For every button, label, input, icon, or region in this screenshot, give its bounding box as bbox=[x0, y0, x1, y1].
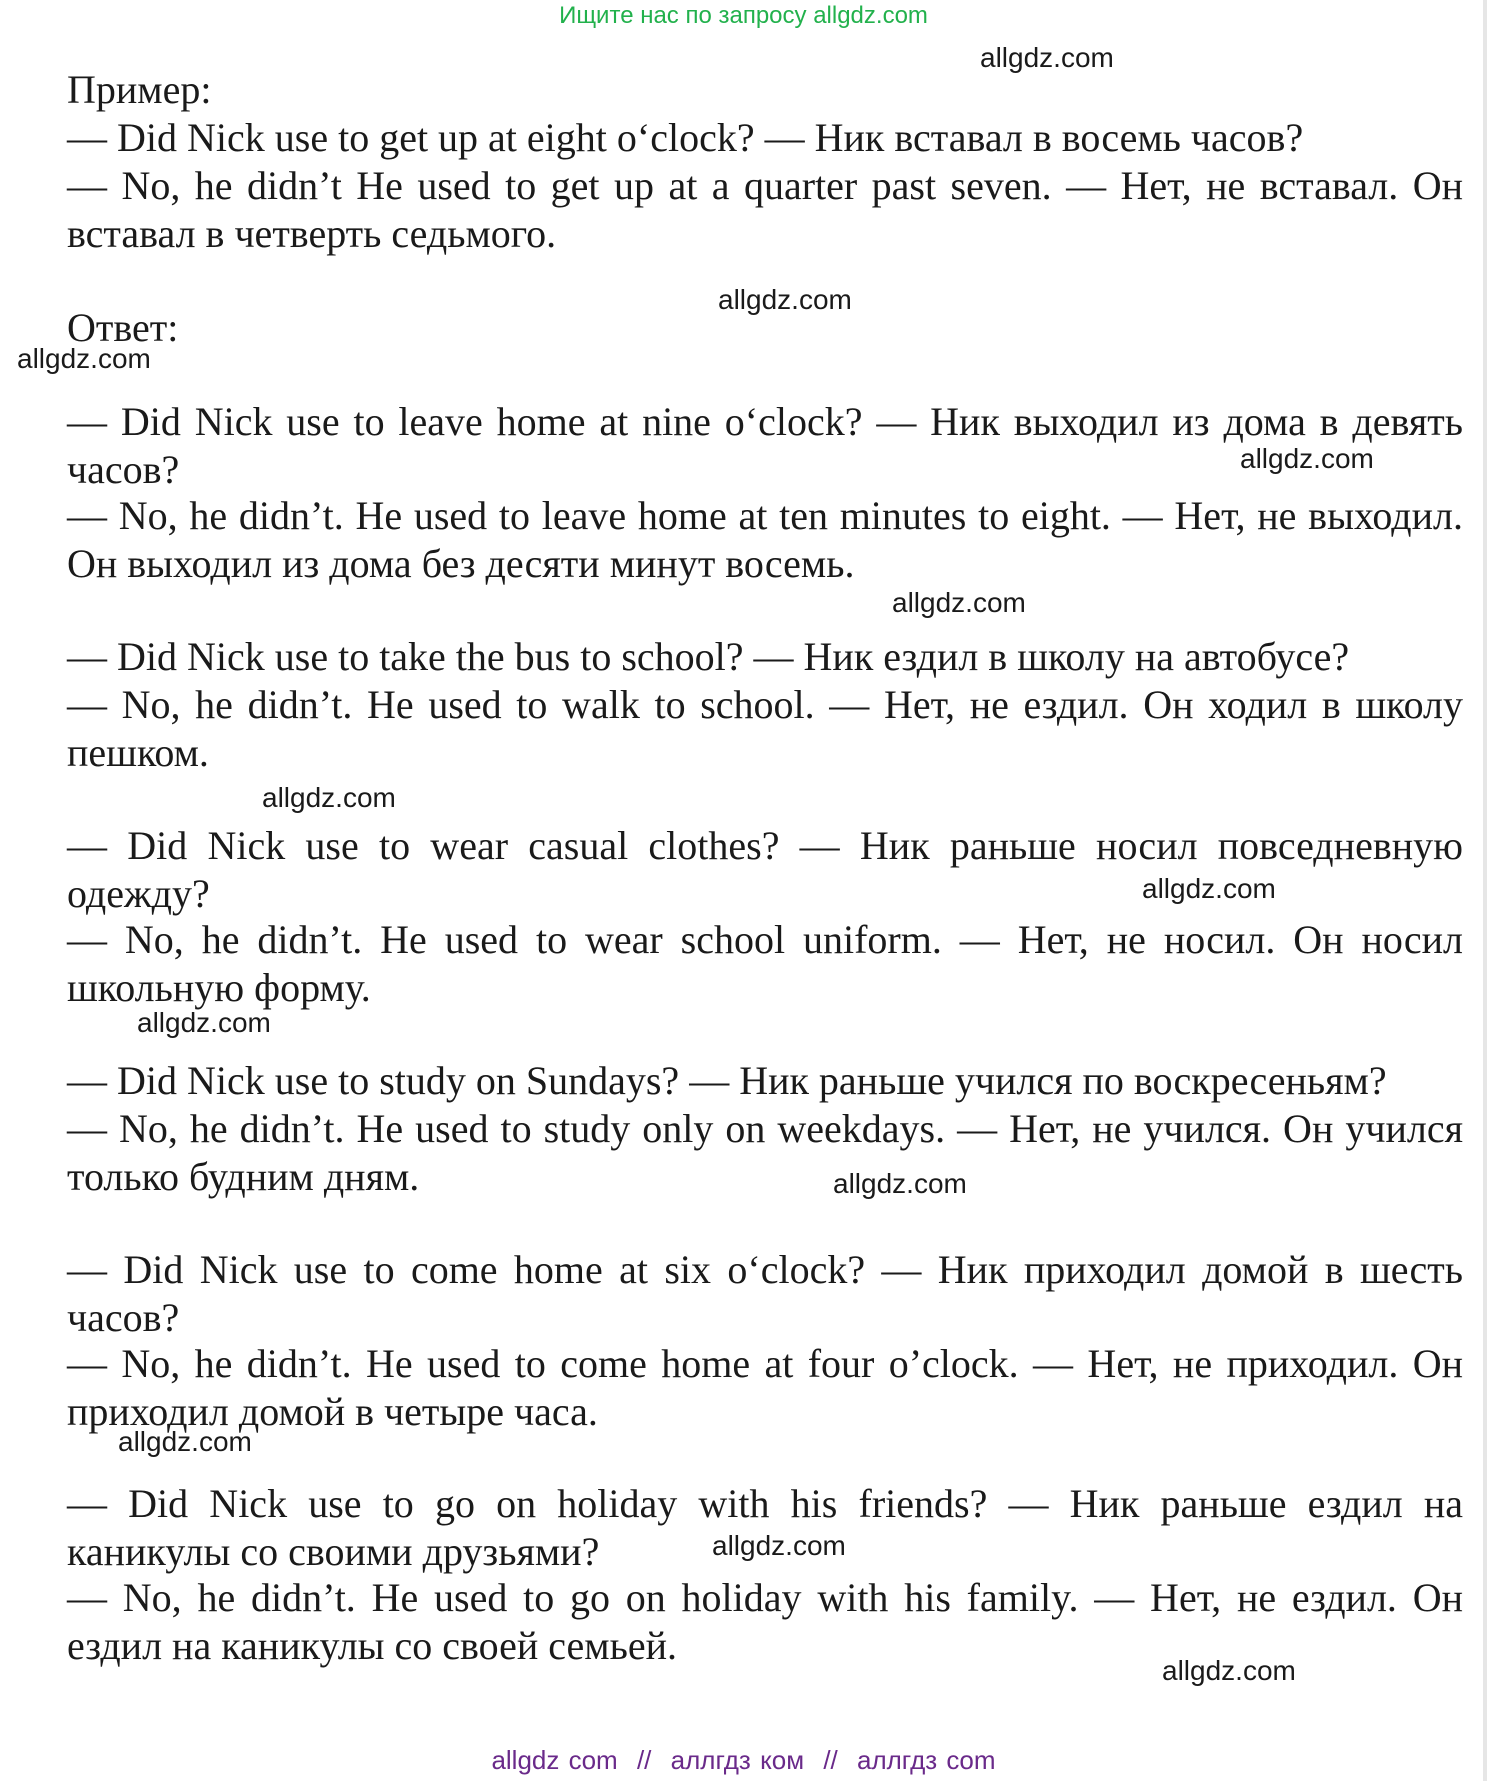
answer-reply: — No, he didn’t. He used to leave home at ten minutes to eight. — Нет, не выходил. Он выходил из дома без десяти минут восемь. bbox=[67, 493, 1463, 586]
watermark: allgdz.com bbox=[1240, 443, 1374, 474]
watermark: allgdz.com bbox=[17, 343, 151, 374]
watermark: allgdz.com bbox=[718, 284, 852, 315]
example-heading: Пример: bbox=[67, 67, 212, 112]
answer-question: — Did Nick use to wear casual clothes? — Ник раньше носил повседневную одежду? bbox=[67, 823, 1463, 916]
watermark: allgdz.com bbox=[892, 587, 1026, 618]
answer-reply: — No, he didn’t. He used to go on holiday with his family. — Нет, не ездил. Он ездил на каникулы со своей семьей. bbox=[67, 1575, 1463, 1668]
example-answer: — No, he didn’t He used to get up at a quarter past seven. — Нет, не вставал. Он вставал в четверть седьмого. bbox=[67, 163, 1463, 256]
page-edge bbox=[1483, 0, 1487, 1781]
answer-reply: — No, he didn’t. He used to come home at four o’clock. — Нет, не приходил. Он приходил домой в четыре часа. bbox=[67, 1341, 1463, 1434]
watermark: allgdz.com bbox=[118, 1426, 252, 1457]
watermark: allgdz.com bbox=[833, 1168, 967, 1199]
answer-question: — Did Nick use to leave home at nine o‘clock? — Ник выходил из дома в девять часов? bbox=[67, 399, 1463, 492]
answer-question: — Did Nick use to go on holiday with his friends? — Ник раньше ездил на каникулы со своими друзьями? bbox=[67, 1481, 1463, 1574]
footer-link[interactable]: аллгдз ком bbox=[670, 1745, 805, 1775]
footer-separator: // bbox=[636, 1745, 652, 1775]
answer-reply: — No, he didn’t. He used to walk to school. — Нет, не ездил. Он ходил в школу пешком. bbox=[67, 682, 1463, 775]
watermark: allgdz.com bbox=[262, 782, 396, 813]
watermark: allgdz.com bbox=[1162, 1655, 1296, 1686]
example-question: — Did Nick use to get up at eight o‘clock? — Ник вставал в восемь часов? bbox=[67, 115, 1304, 160]
footer-link[interactable]: аллгдз com bbox=[857, 1745, 996, 1775]
answer-question: — Did Nick use to study on Sundays? — Ник раньше учился по воскресеньям? bbox=[67, 1058, 1387, 1103]
footer-separator: // bbox=[823, 1745, 838, 1775]
answer-heading: Ответ: bbox=[67, 305, 179, 350]
top-banner[interactable]: Ищите нас по запросу allgdz.com bbox=[559, 2, 928, 29]
answer-reply: — No, he didn’t. He used to wear school uniform. — Нет, не носил. Он носил школьную форму. bbox=[67, 917, 1463, 1010]
watermark: allgdz.com bbox=[980, 42, 1114, 73]
footer-link[interactable]: allgdz com bbox=[491, 1745, 618, 1775]
answer-reply: — No, he didn’t. He used to study only on weekdays. — Нет, не учился. Он учился только будним дням. bbox=[67, 1106, 1463, 1199]
footer-links bbox=[0, 1745, 1487, 1776]
answer-question: — Did Nick use to take the bus to school? — Ник ездил в школу на автобусе? bbox=[67, 634, 1350, 679]
answer-question: — Did Nick use to come home at six o‘clock? — Ник приходил домой в шесть часов? bbox=[67, 1247, 1463, 1340]
watermark: allgdz.com bbox=[137, 1007, 271, 1038]
watermark: allgdz.com bbox=[1142, 873, 1276, 904]
watermark: allgdz.com bbox=[712, 1530, 846, 1561]
